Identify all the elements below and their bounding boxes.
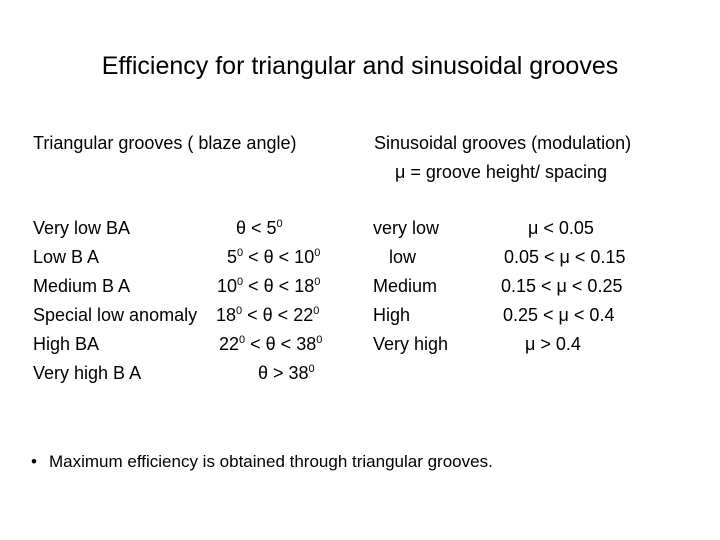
tri-row-condition: $5^0 < \theta < 10^0$ — [227, 247, 321, 267]
sin-row-label: High — [373, 305, 411, 325]
tri-row-label: Very high B A — [33, 363, 142, 383]
sin-row-label: very low — [373, 218, 440, 238]
tri-row-condition: $10^0 < \theta < 18^0$ — [217, 276, 321, 296]
conclusion-text: Maximum efficiency is obtained through triangular grooves. — [49, 452, 493, 471]
tri-row-condition: $\theta > 38^0$ — [258, 363, 315, 383]
tri-row-label: Very low BA — [33, 218, 131, 238]
bullet-marker: • — [31, 452, 37, 471]
tri-row-condition: $\theta < 5^0$ — [236, 218, 283, 238]
sin-row-label: low — [389, 247, 417, 267]
sin-row-condition: μ < 0.05 — [528, 218, 594, 238]
tri-row-label: Low B A — [33, 247, 100, 267]
tri-row-label: Medium B A — [33, 276, 131, 296]
sinusoidal-heading: Sinusoidal grooves (modulation) — [374, 133, 632, 153]
tri-row-condition: $22^0 < \theta < 38^0$ — [219, 334, 323, 354]
triangular-heading: Triangular grooves ( blaze angle) — [33, 133, 297, 153]
sin-row-condition: 0.15 < μ < 0.25 — [501, 276, 623, 296]
tri-row-condition: $18^0 < \theta < 22^0$ — [216, 305, 320, 325]
sin-row-condition: 0.05 < μ < 0.15 — [504, 247, 626, 267]
slide-title: Efficiency for triangular and sinusoidal grooves — [101, 52, 619, 80]
sin-row-label: Very high — [373, 334, 449, 354]
sin-row-condition: 0.25 < μ < 0.4 — [503, 305, 615, 325]
sinusoidal-subheading: μ = groove height/ spacing — [395, 162, 608, 182]
sin-row-condition: μ > 0.4 — [525, 334, 581, 354]
tri-row-label: Special low anomaly — [33, 305, 198, 325]
sin-row-label: Medium — [373, 276, 438, 296]
tri-row-label: High BA — [33, 334, 100, 354]
